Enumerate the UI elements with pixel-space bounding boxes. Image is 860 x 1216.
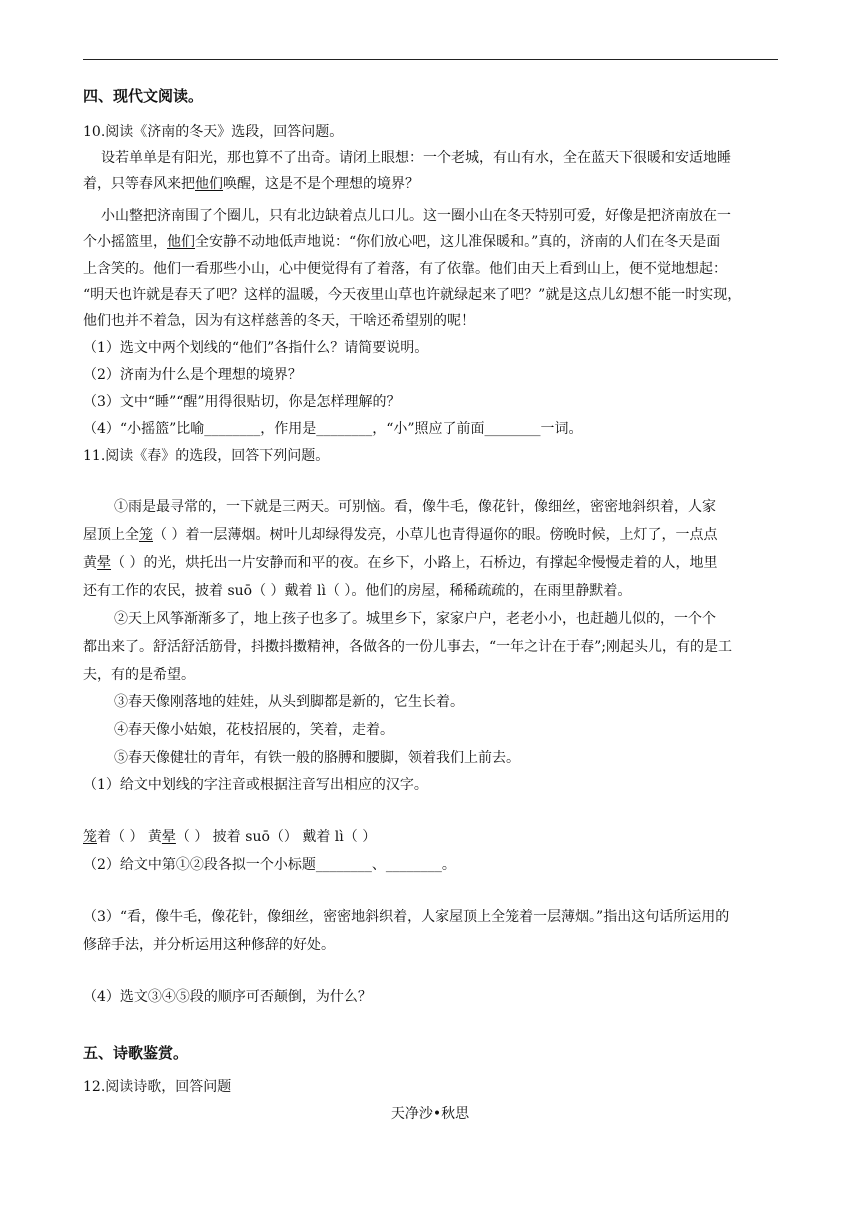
- q11-sub3-line2: 修辞手法，并分析运用这种修辞的好处。: [83, 937, 335, 953]
- underlined-they-1: 他们: [195, 176, 223, 192]
- underlined-they-2: 他们: [167, 234, 195, 250]
- q10-sub1: （1）选文中两个划线的“他们”各指什么？请简要说明。: [83, 340, 429, 356]
- q11-p2-line3: 夫，有的是希望。: [83, 667, 195, 683]
- q11-sub2: （2）给文中第①②段各拟一个小标题________、________。: [83, 857, 456, 873]
- underlined-char-yun: 晕: [97, 555, 111, 571]
- q10-intro: 10.阅读《济南的冬天》选段，回答问题。: [83, 124, 344, 140]
- header-rule: [83, 59, 778, 60]
- q10-sub2: （2）济南为什么是个理想的境界？: [83, 367, 302, 383]
- q11-p1-line1: ①雨是最寻常的，一下就是三两天。可别恼。看，像牛毛，像花针，像细丝，密密地斜织着，人家: [114, 499, 716, 515]
- q11-p3: ③春天像刚落地的娃娃，从头到脚都是新的，它生长着。: [114, 694, 464, 710]
- q12-intro: 12.阅读诗歌，回答问题: [83, 1079, 232, 1095]
- q10-p2-line4: “明天也许就是春天了吧？这样的温暖，今天夜里山草也许就绿起来了吧？”就是这点儿幻想不能一时实现，: [83, 287, 742, 303]
- q11-fill-line: 笼着（ ） 黄晕（ ） 披着 suō（） 戴着 lì（ ）: [83, 829, 377, 845]
- poem-title: 天净沙•秋思: [390, 1106, 470, 1122]
- section-5-title: 五、诗歌鉴赏。: [83, 1044, 189, 1062]
- q11-p2-line1: ②天上风筝渐渐多了，地上孩子也多了。城里乡下，家家户户，老老小小，也赶趟儿似的，一个个: [114, 611, 716, 627]
- q10-sub4: （4）“小摇篮”比喻________，作用是________，“小”照应了前面________一词。: [83, 421, 583, 437]
- q10-p2-line1: 小山整把济南围了个圈儿，只有北边缺着点儿口儿。这一圈小山在冬天特别可爱，好像是把济南放在一: [101, 208, 731, 224]
- q11-p5: ⑤春天像健壮的青年，有铁一般的胳膊和腰脚，领着我们上前去。: [114, 750, 520, 766]
- q11-p1-line3: 黄晕（ ）的光，烘托出一片安静而和平的夜。在乡下，小路上，石桥边，有撑起伞慢慢走着的人，地里: [83, 555, 718, 571]
- q10-p1-line1: 设若单单是有阳光，那也算不了出奇。请闭上眼想：一个老城，有山有水，全在蓝天下很暖和安适地睡: [101, 150, 731, 166]
- q11-p2-line2: 都出来了。舒活舒活筋骨，抖擞抖擞精神，各做各的一份儿事去，“一年之计在于春”;刚起头儿，有的是工: [83, 639, 733, 655]
- q11-p1-line2: 屋顶上全笼（ ）着一层薄烟。树叶儿却绿得发亮，小草儿也青得逼你的眼。傍晚时候，上灯了，一点点: [83, 527, 718, 543]
- q11-intro: 11.阅读《春》的选段，回答下列问题。: [83, 448, 330, 464]
- q10-p2-line5: 他们也并不着急，因为有这样慈善的冬天，干啥还希望别的呢！: [83, 313, 475, 329]
- q10-p1-line2: 着，只等春风来把他们唤醒，这是不是个理想的境界？: [83, 176, 419, 192]
- q10-p2-line2: 个小摇篮里，他们全安静不动地低声地说：“你们放心吧，这儿准保暖和。”真的，济南的人们在冬天是面: [83, 234, 721, 250]
- q11-p4: ④春天像小姑娘，花枝招展的，笑着，走着。: [114, 722, 394, 738]
- q11-sub4: （4）选文③④⑤段的顺序可否颠倒，为什么？: [83, 989, 372, 1005]
- section-4-title: 四、现代文阅读。: [83, 87, 204, 105]
- q11-sub1: （1）给文中划线的字注音或根据注音写出相应的汉字。: [83, 777, 428, 793]
- q10-p2-line3: 上含笑的。他们一看那些小山，心中便觉得有了着落，有了依靠。他们由天上看到山上，便不觉地想起：: [83, 261, 727, 277]
- q10-sub3: （3）文中“睡”“醒”用得很贴切，你是怎样理解的？: [83, 394, 401, 410]
- q11-p1-line4: 还有工作的农民，披着 suō（ ）戴着 lì（ ）。他们的房屋，稀稀疏疏的，在雨里静默着。: [83, 583, 632, 599]
- underlined-char-long: 笼: [139, 527, 153, 543]
- q11-sub3-line1: （3）“看，像牛毛，像花针，像细丝，密密地斜织着，人家屋顶上全笼着一层薄烟。”指出这句话所运用的: [83, 909, 730, 925]
